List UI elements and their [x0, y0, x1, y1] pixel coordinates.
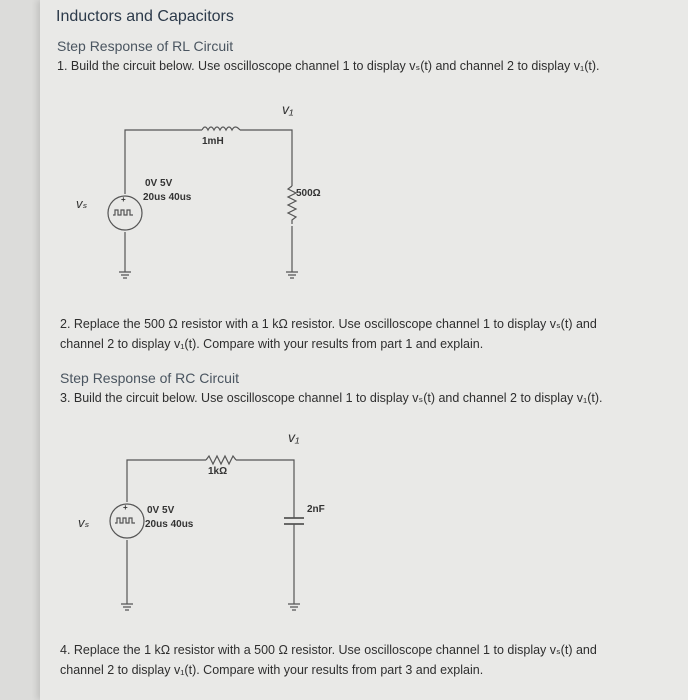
pulse-timing-label: 20us 40us: [145, 519, 194, 530]
source-vs-label: vₛ: [76, 196, 88, 211]
step-2-text-line-1: 2. Replace the 500 Ω resistor with a 1 kΩ resistor. Use oscilloscope channel 1 to display vₛ(t) and: [60, 317, 597, 331]
pulse-levels-label: 0V 5V: [147, 505, 175, 516]
resistor-value-label: 1kΩ: [208, 466, 228, 477]
resistor-1k-symbol: [206, 456, 236, 464]
resistor-value-label: 500Ω: [296, 188, 321, 199]
source-plus-sign: +: [123, 503, 128, 512]
step-1-text: 1. Build the circuit below. Use oscilloscope channel 1 to display vₛ(t) and channel 2 to display v₁(t).: [57, 59, 600, 73]
step-2-text-line-2: channel 2 to display v₁(t). Compare with your results from part 1 and explain.: [60, 337, 484, 351]
pulse-waveform-icon: [115, 518, 135, 523]
ground-icon: [288, 604, 300, 610]
node-v1-label: v₁: [288, 429, 300, 445]
pulse-timing-label: 20us 40us: [143, 192, 192, 203]
capacitor-symbol: [284, 518, 304, 524]
capacitor-value-label: 2nF: [307, 504, 325, 515]
node-v1-label: v₁: [282, 101, 294, 117]
step-3-text: 3. Build the circuit below. Use oscilloscope channel 1 to display vₛ(t) and channel 2 to display v₁(t).: [60, 391, 603, 405]
pulse-levels-label: 0V 5V: [145, 178, 173, 189]
inductor-value-label: 1mH: [202, 136, 224, 147]
document-title: Inductors and Capacitors: [56, 8, 234, 25]
rc-wire-right: [236, 460, 294, 518]
rc-section-heading: Step Response of RC Circuit: [60, 370, 239, 386]
step-4-text-line-1: 4. Replace the 1 kΩ resistor with a 500 Ω resistor. Use oscilloscope channel 1 to display vₛ(t) and: [60, 643, 597, 657]
rc-wire-left: [127, 460, 206, 502]
step-4-text-line-2: channel 2 to display v₁(t). Compare with your results from part 3 and explain.: [60, 663, 484, 677]
rl-section-heading: Step Response of RL Circuit: [57, 38, 234, 54]
source-plus-sign: +: [121, 195, 126, 204]
ground-icon: [121, 604, 133, 610]
source-vs-label: vₛ: [78, 515, 90, 530]
